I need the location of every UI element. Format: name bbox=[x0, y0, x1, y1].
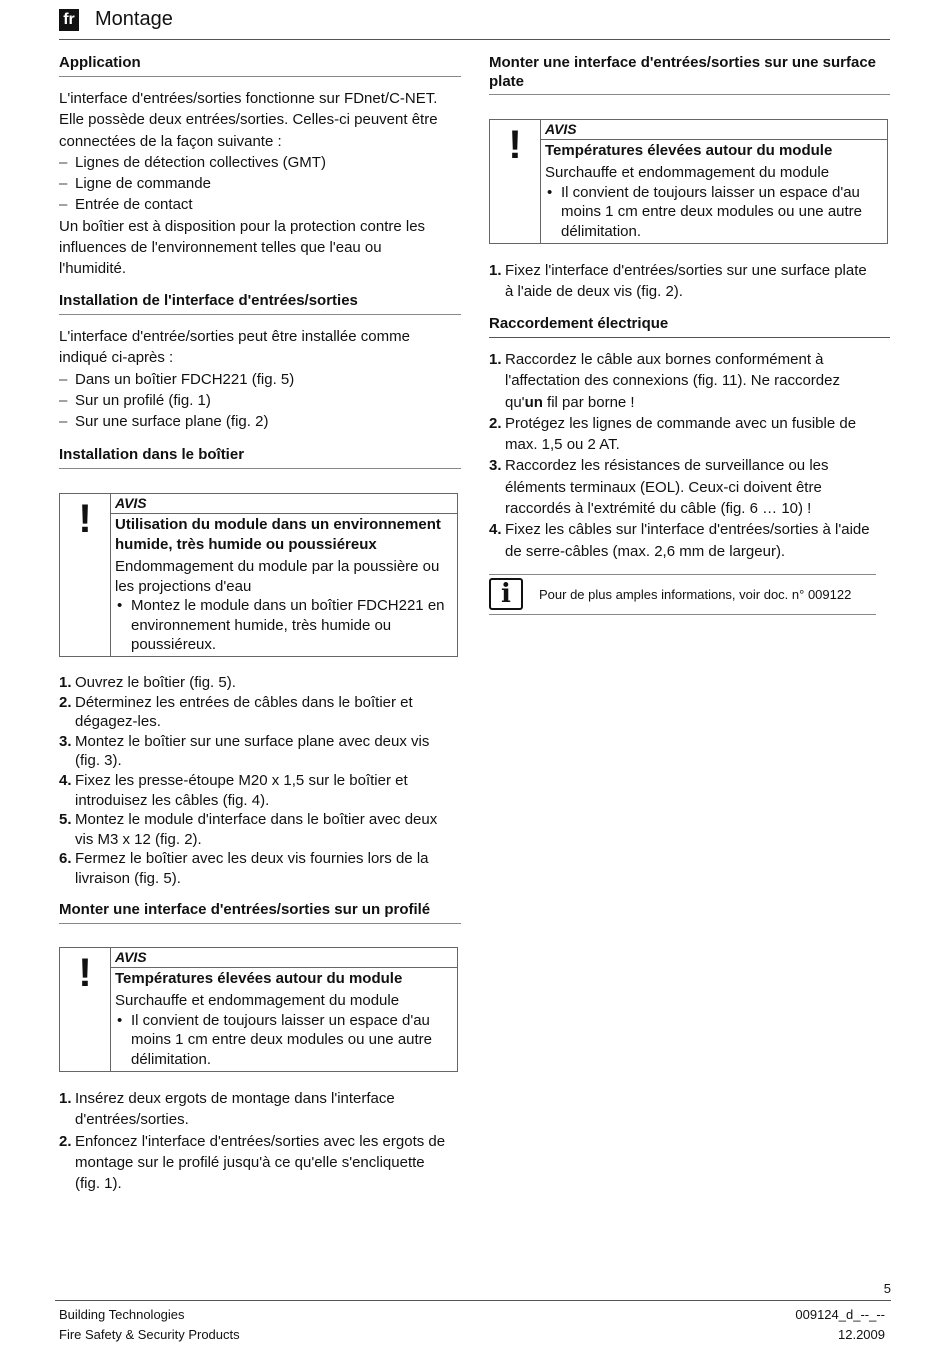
step-text: Ouvrez le boîtier (fig. 5). bbox=[75, 674, 236, 691]
step-text: livraison (fig. 5). bbox=[75, 869, 181, 887]
step-text: max. 1,5 ou 2 AT. bbox=[505, 436, 620, 454]
text-line: l'humidité. bbox=[59, 260, 127, 278]
notice-text-line: Surchauffe et endommagement du module bbox=[545, 164, 830, 181]
notice-text-line: Endommagement du module par la poussière ou bbox=[115, 558, 440, 575]
footer-doc-number: 009124_d_--_-- bbox=[795, 1307, 885, 1322]
step-text: (fig. 3). bbox=[75, 752, 122, 770]
notice-bullet bbox=[115, 596, 453, 655]
step-item bbox=[59, 771, 464, 810]
profile-heading: Monter une interface d'entrées/sorties sur un profilé bbox=[59, 901, 431, 918]
emphasis: un bbox=[524, 393, 543, 411]
step-text: Insérez deux ergots de montage dans l'interface bbox=[75, 1090, 395, 1107]
step-text: (fig. 1). bbox=[75, 1175, 122, 1193]
bullet-line: poussiéreux. bbox=[131, 636, 217, 653]
step-text: l'affectation des connexions (fig. 11). Ne raccordez bbox=[505, 372, 840, 390]
installation-text bbox=[59, 326, 464, 432]
step-text: Montez le module d'interface dans le boîtier avec deux bbox=[75, 811, 438, 829]
info-rule-bottom bbox=[489, 614, 876, 615]
bullet-line: délimitation. bbox=[561, 222, 642, 240]
step-text: introduisez les câbles (fig. 4). bbox=[75, 791, 270, 809]
section-rule bbox=[489, 94, 890, 95]
step-text: Déterminez les entrées de câbles dans le boîtier et bbox=[75, 693, 413, 711]
exclamation-icon: ! bbox=[490, 120, 541, 243]
step-item bbox=[59, 693, 464, 732]
list-item: – Entrée de contact bbox=[59, 194, 464, 215]
step-item bbox=[59, 673, 464, 693]
bullet-line: moins 1 cm entre deux modules ou une autre bbox=[131, 1031, 433, 1048]
step-text: montage sur le profilé jusqu'à ce qu'elle s'encliquette bbox=[75, 1153, 425, 1171]
step-text: Fixez les presse-étoupe M20 x 1,5 sur le boîtier et bbox=[75, 771, 408, 789]
step-item bbox=[59, 849, 464, 888]
heading-line: plate bbox=[489, 73, 525, 90]
notice-text-line: Surchauffe et endommagement du module bbox=[115, 992, 400, 1009]
step-text: raccordés à l'extrémité du câble (fig. 6 … 10) ! bbox=[505, 500, 812, 518]
step-text: Raccordez le câble aux bornes conformément à bbox=[505, 351, 824, 368]
footer-rule bbox=[55, 1300, 891, 1301]
step-number: 3. bbox=[59, 732, 72, 750]
section-rule bbox=[59, 76, 461, 77]
step-text: Fermez le boîtier avec les deux vis fournies lors de la bbox=[75, 850, 429, 868]
page-title: Montage bbox=[95, 8, 173, 30]
notice-content bbox=[111, 948, 457, 1071]
text-line: connectées de la façon suivante : bbox=[59, 132, 282, 150]
step-text: vis M3 x 12 (fig. 2). bbox=[75, 830, 202, 848]
notice-text bbox=[111, 989, 457, 1069]
step-number: 4. bbox=[59, 771, 72, 789]
notice-title: Températures élevées autour du module bbox=[115, 970, 403, 987]
section-rule bbox=[489, 337, 890, 338]
bullet-line: délimitation. bbox=[131, 1050, 212, 1068]
exclamation-icon: ! bbox=[60, 494, 111, 656]
text-line: L'interface d'entrée/sorties peut être installée comme bbox=[59, 328, 410, 345]
language-badge: fr bbox=[59, 9, 79, 31]
step-item bbox=[489, 519, 899, 562]
list-item: – Lignes de détection collectives (GMT) bbox=[59, 152, 464, 173]
step-number: 4. bbox=[489, 521, 502, 539]
text-line: Un boîtier est à disposition pour la protection contre les bbox=[59, 217, 426, 235]
step-text: de serre-câbles (max. 2,6 mm de largeur). bbox=[505, 542, 786, 560]
step-number: 6. bbox=[59, 850, 72, 868]
info-text: Pour de plus amples informations, voir doc. n° 009122 bbox=[539, 587, 852, 602]
step-text: Protégez les lignes de commande avec un fusible de bbox=[505, 414, 857, 432]
notice-content bbox=[111, 494, 457, 656]
notice-title: Températures élevées autour du module bbox=[545, 142, 833, 159]
list-item: – Sur une surface plane (fig. 2) bbox=[59, 411, 464, 432]
step-text: Fixez l'interface d'entrées/sorties sur une surface plate bbox=[505, 262, 867, 279]
step-text: d'entrées/sorties. bbox=[75, 1111, 189, 1129]
notice-bullet bbox=[545, 183, 883, 242]
notice-label: AVIS bbox=[111, 494, 457, 514]
step-text: Montez le boîtier sur une surface plane avec deux vis bbox=[75, 732, 430, 750]
notice-label: AVIS bbox=[541, 120, 887, 140]
step-text: dégagez-les. bbox=[75, 713, 161, 731]
footer-date: 12.2009 bbox=[838, 1327, 885, 1342]
bullet-line: moins 1 cm entre deux modules ou une autre bbox=[561, 203, 863, 220]
text-line: influences de l'environnement telles que l'eau ou bbox=[59, 239, 382, 257]
application-text bbox=[59, 88, 464, 280]
notice-bullet bbox=[115, 1011, 453, 1070]
step-text: éléments terminaux (EOL). Ceux-ci doivent être bbox=[505, 478, 822, 496]
text-line: L'interface d'entrées/sorties fonctionne sur FDnet/C-NET. bbox=[59, 90, 438, 107]
step-number: 5. bbox=[59, 811, 72, 829]
step-number: 1. bbox=[59, 1090, 72, 1107]
exclamation-icon: ! bbox=[60, 948, 111, 1071]
text-line: Elle possède deux entrées/sorties. Celles-ci peuvent être bbox=[59, 111, 438, 129]
notice-content bbox=[541, 120, 887, 243]
section-rule bbox=[59, 923, 461, 924]
step-item bbox=[489, 413, 899, 456]
footer-division: Fire Safety & Security Products bbox=[59, 1327, 240, 1342]
step-text: fil par borne ! bbox=[542, 393, 635, 411]
info-icon: i bbox=[489, 578, 523, 610]
step-item bbox=[59, 732, 464, 771]
section-rule bbox=[59, 314, 461, 315]
notice-box bbox=[489, 119, 888, 244]
step-item bbox=[59, 1088, 464, 1131]
step-number: 3. bbox=[489, 457, 502, 475]
boitier-steps bbox=[59, 673, 464, 889]
step-item bbox=[489, 349, 899, 413]
bullet-line: Il convient de toujours laisser un espace d'au bbox=[561, 183, 860, 201]
page-number: 5 bbox=[883, 1281, 891, 1296]
list-item: – Sur un profilé (fig. 1) bbox=[59, 390, 464, 411]
step-text: Enfoncez l'interface d'entrées/sorties avec les ergots de bbox=[75, 1132, 446, 1150]
step-text: Fixez les câbles sur l'interface d'entrées/sorties à l'aide bbox=[505, 521, 870, 539]
notice-text bbox=[541, 161, 887, 241]
footer-company: Building Technologies bbox=[59, 1307, 185, 1322]
electric-steps bbox=[489, 349, 899, 562]
notice-text-line: les projections d'eau bbox=[115, 577, 252, 595]
step-text: à l'aide de deux vis (fig. 2). bbox=[505, 283, 683, 301]
notice-label: AVIS bbox=[111, 948, 457, 968]
list-item: – Dans un boîtier FDCH221 (fig. 5) bbox=[59, 369, 464, 390]
electric-heading: Raccordement électrique bbox=[489, 315, 669, 332]
installation-heading: Installation de l'interface d'entrées/sorties bbox=[59, 292, 358, 309]
notice-title bbox=[111, 514, 457, 555]
bullet-line: Montez le module dans un boîtier FDCH221 en bbox=[131, 597, 445, 614]
header-rule bbox=[59, 39, 890, 40]
step-number: 1. bbox=[59, 674, 72, 691]
section-rule bbox=[59, 468, 461, 469]
step-item bbox=[59, 810, 464, 849]
step-item bbox=[59, 1131, 464, 1195]
step-number: 2. bbox=[59, 693, 72, 711]
notice-text bbox=[111, 555, 457, 655]
list-item: – Ligne de commande bbox=[59, 173, 464, 194]
step-number: 2. bbox=[489, 414, 502, 432]
step-text: qu' bbox=[505, 393, 525, 411]
flat-steps bbox=[489, 260, 899, 303]
application-heading: Application bbox=[59, 54, 141, 71]
profile-steps bbox=[59, 1088, 464, 1194]
step-number: 1. bbox=[489, 262, 502, 279]
notice-title-line: Utilisation du module dans un environnement bbox=[115, 516, 441, 533]
step-item bbox=[489, 455, 899, 519]
notice-box bbox=[59, 493, 458, 657]
heading-line: Monter une interface d'entrées/sorties sur une surface bbox=[489, 54, 877, 71]
bullet-line: environnement humide, très humide ou bbox=[131, 616, 392, 634]
step-number: 2. bbox=[59, 1132, 72, 1150]
flat-heading bbox=[489, 53, 894, 91]
info-rule-top bbox=[489, 574, 876, 575]
notice-box bbox=[59, 947, 458, 1072]
bullet-line: Il convient de toujours laisser un espace d'au bbox=[131, 1011, 430, 1029]
boitier-heading: Installation dans le boîtier bbox=[59, 446, 245, 463]
text-line: indiqué ci-après : bbox=[59, 349, 174, 367]
notice-title-line: humide, très humide ou poussiéreux bbox=[115, 536, 377, 553]
step-text: Raccordez les résistances de surveillance ou les bbox=[505, 457, 829, 475]
step-item bbox=[489, 260, 899, 303]
step-number: 1. bbox=[489, 351, 502, 368]
